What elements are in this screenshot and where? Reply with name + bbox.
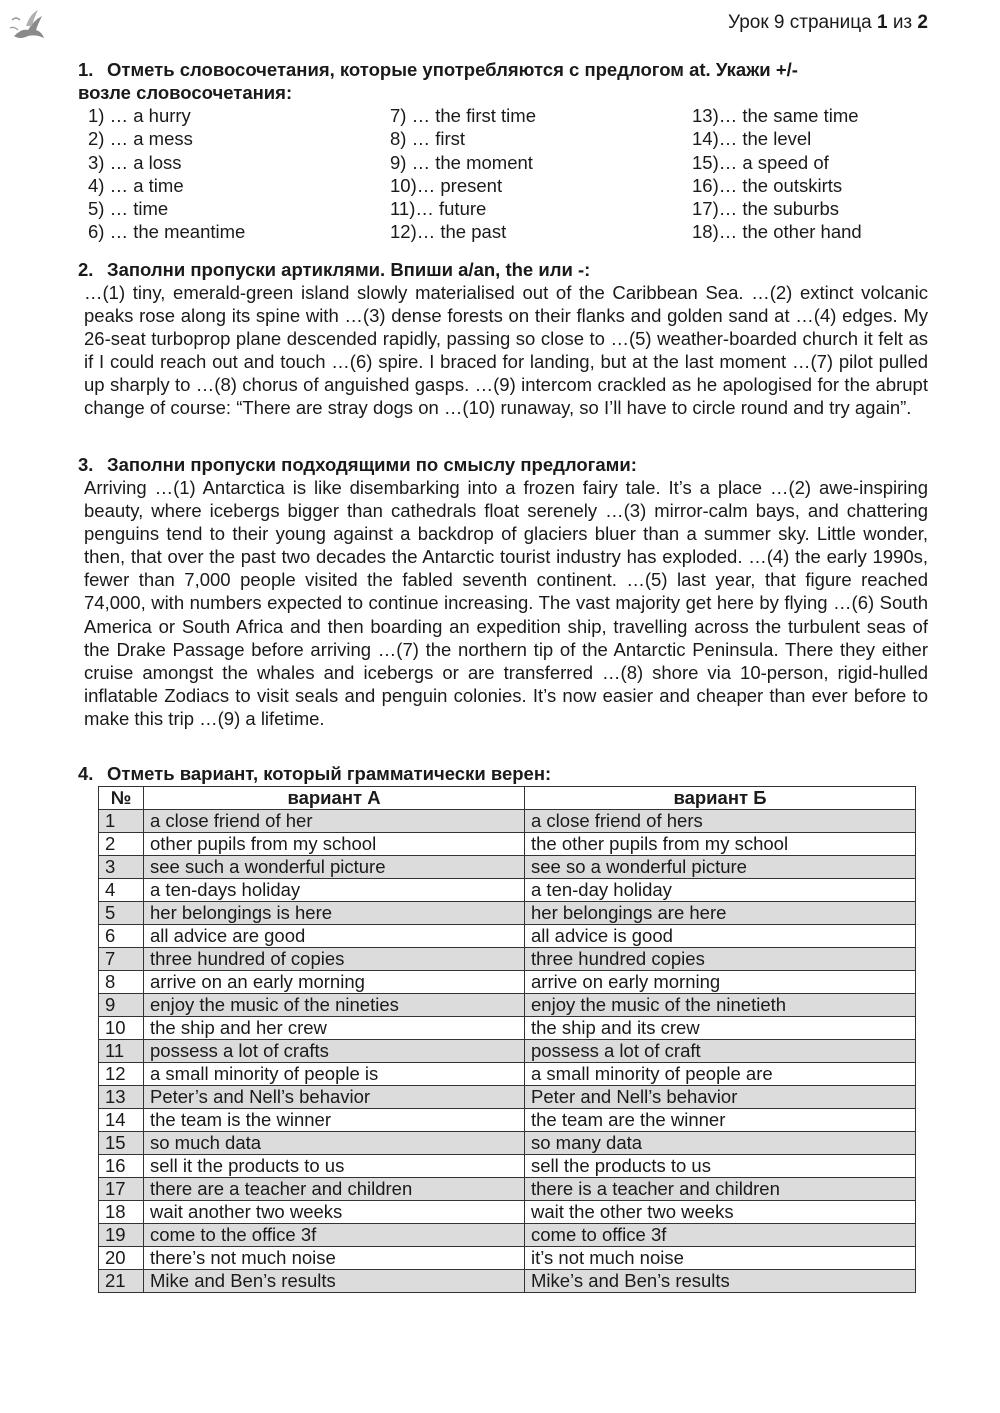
row-number: 7 xyxy=(99,948,144,971)
table-row xyxy=(99,810,916,833)
row-number: 1 xyxy=(99,810,144,833)
task2-number: 2. xyxy=(78,259,94,280)
page-header xyxy=(728,12,928,34)
task1-item: 5) … time xyxy=(88,198,169,220)
variant-a-cell[interactable]: Peter’s and Nell’s behavior xyxy=(144,1086,525,1109)
table-row xyxy=(99,1109,916,1132)
variant-a-cell[interactable]: come to the office 3f xyxy=(144,1224,525,1247)
variant-a-cell[interactable]: so much data xyxy=(144,1132,525,1155)
variant-a-cell[interactable]: other pupils from my school xyxy=(144,833,525,856)
task1-heading xyxy=(78,58,928,104)
task4-number: 4. xyxy=(78,763,94,784)
row-number: 3 xyxy=(99,856,144,879)
row-number: 18 xyxy=(99,1201,144,1224)
variant-b-cell[interactable]: the other pupils from my school xyxy=(525,833,916,856)
variant-b-cell[interactable]: sell the products to us xyxy=(525,1155,916,1178)
header-number: № xyxy=(99,787,144,810)
task2-text: …(1) tiny, emerald-green island slowly materialised out of the Caribbean Sea. …(2) extinct volcanic peaks rose along its spine with …(3) dense forests on their flanks and golden sand at …(4) edges. My 26-seat turboprop plane descended rapidly, passing so close to …(5) weather-boarded church it felt as if I could reach out and touch …(6) spire. I braced for landing, but at the last moment …(7) pilot pulled up sharply to …(8) chorus of anguished gasps. …(9) intercom crackled as he apologised for the abrupt change of course: “There are stray dogs on …(10) runaway, so I’ll have to circle round and try again”. xyxy=(84,282,928,419)
row-number: 15 xyxy=(99,1132,144,1155)
table-row xyxy=(99,925,916,948)
row-number: 4 xyxy=(99,879,144,902)
task1-item: 2) … a mess xyxy=(88,128,193,150)
table-row xyxy=(99,1040,916,1063)
variant-b-cell[interactable]: three hundred copies xyxy=(525,948,916,971)
variant-a-cell[interactable]: a ten-days holiday xyxy=(144,879,525,902)
variant-b-cell[interactable]: see so a wonderful picture xyxy=(525,856,916,879)
table-row xyxy=(99,1201,916,1224)
lesson-label: Урок 9 страница xyxy=(727,12,872,33)
variant-a-cell[interactable]: arrive on an early morning xyxy=(144,971,525,994)
variant-a-cell[interactable]: there’s not much noise xyxy=(144,1247,525,1270)
variant-b-cell[interactable]: a ten-day holiday xyxy=(525,879,916,902)
variant-a-cell[interactable]: a close friend of her xyxy=(144,810,525,833)
row-number: 20 xyxy=(99,1247,144,1270)
table-row xyxy=(99,1270,916,1293)
variant-a-cell[interactable]: the team is the winner xyxy=(144,1109,525,1132)
variant-b-cell[interactable]: the ship and its crew xyxy=(525,1017,916,1040)
row-number: 5 xyxy=(99,902,144,925)
task1-item: 4) … a time xyxy=(88,174,184,196)
task1-title-line1: Отметь словосочетания, которые употребляются с предлогом at. Укажи +/- xyxy=(107,59,798,80)
table-row xyxy=(99,1017,916,1040)
variant-b-cell[interactable]: so many data xyxy=(525,1132,916,1155)
task1-item: 1) … a hurry xyxy=(88,105,191,126)
table-row xyxy=(99,994,916,1017)
table-row xyxy=(99,1132,916,1155)
row-number: 17 xyxy=(99,1178,144,1201)
table-row xyxy=(99,1063,916,1086)
task4-title: Отметь вариант, который грамматически верен: xyxy=(107,763,552,784)
row-number: 6 xyxy=(99,925,144,948)
row-number: 16 xyxy=(99,1155,144,1178)
variant-b-cell[interactable]: her belongings are here xyxy=(525,902,916,925)
variant-a-cell[interactable]: enjoy the music of the nineties xyxy=(144,994,525,1017)
task1-number: 1. xyxy=(78,59,94,80)
row-number: 9 xyxy=(99,994,144,1017)
table-row xyxy=(99,1086,916,1109)
row-number: 14 xyxy=(99,1109,144,1132)
variant-a-cell[interactable]: her belongings is here xyxy=(144,902,525,925)
current-page: 1 xyxy=(876,12,888,33)
row-number: 12 xyxy=(99,1063,144,1086)
task3-title: Заполни пропуски подходящими по смыслу предлогами: xyxy=(107,454,637,475)
row-number: 21 xyxy=(99,1270,144,1293)
table-row xyxy=(99,1178,916,1201)
variants-rows xyxy=(99,810,916,1293)
header-variant-a: вариант А xyxy=(144,787,525,810)
table-row xyxy=(99,1247,916,1270)
task3-text: Arriving …(1) Antarctica is like disembarking into a frozen fairy tale. It’s a place …(2) awe-inspiring beauty, where icebergs bigger than cathedrals float serenely …(3) mirror-calm bays, and chattering penguins tend to their young against a backdrop of glaciers bluer than a summer sky. Little wonder, then, that over the past two decades the Antarctic tourist industry has exploded. …(4) the early 1990s, fewer than 7,000 people visited the fabled seventh continent. …(5) last year, that figure reached 74,000, with numbers expected to continue increasing. The vast majority get here by flying …(6) South America or South Africa and then boarding an expedition ship, travelling across the turbulent seas of the Drake Passage before arriving …(7) the northern tip of the Antarctic Peninsula. There they either cruise amongst the whales and icebergs or are transferred …(8) shore via 10-person, rigid-hulled inflatable Zodiacs to visit seals and penguin colonies. It’s now easier and cheaper than ever before to make this trip …(9) a lifetime. xyxy=(84,477,928,729)
row-number: 19 xyxy=(99,1224,144,1247)
variant-a-cell[interactable]: the ship and her crew xyxy=(144,1017,525,1040)
row-number: 13 xyxy=(99,1086,144,1109)
task1-item: 16)… the outskirts xyxy=(692,174,843,196)
header-variant-b: вариант Б xyxy=(525,787,916,810)
task1-item: 3) … a loss xyxy=(88,151,182,173)
variant-b-cell[interactable]: it’s not much noise xyxy=(525,1247,916,1270)
task1-item: 17)… the suburbs xyxy=(692,198,840,220)
of-label: из xyxy=(892,12,913,33)
task1-title-line2: возле словосочетания: xyxy=(78,82,293,103)
bird-logo-icon xyxy=(8,6,48,44)
variant-b-cell[interactable]: arrive on early morning xyxy=(525,971,916,994)
table-row xyxy=(99,971,916,994)
task2-title: Заполни пропуски артиклями. Впиши a/an, the или -: xyxy=(107,259,591,280)
row-number: 10 xyxy=(99,1017,144,1040)
variant-b-cell[interactable]: the team are the winner xyxy=(525,1109,916,1132)
variant-b-cell[interactable]: enjoy the music of the ninetieth xyxy=(525,994,916,1017)
variant-b-cell[interactable]: a close friend of hers xyxy=(525,810,916,833)
task1-item: 12)… the past xyxy=(390,221,507,243)
variant-a-cell[interactable]: a small minority of people is xyxy=(144,1063,525,1086)
variant-a-cell[interactable]: possess a lot of crafts xyxy=(144,1040,525,1063)
variant-b-cell[interactable]: wait the other two weeks xyxy=(525,1201,916,1224)
row-number: 11 xyxy=(99,1040,144,1063)
table-row xyxy=(99,879,916,902)
variant-a-cell[interactable]: Mike and Ben’s results xyxy=(144,1270,525,1293)
task1-item: 6) … the meantime xyxy=(88,221,246,243)
variant-a-cell[interactable]: sell it the products to us xyxy=(144,1155,525,1178)
row-number: 8 xyxy=(99,971,144,994)
task1-item: 7) … the first time xyxy=(390,105,536,126)
variant-b-cell[interactable]: Peter and Nell’s behavior xyxy=(525,1086,916,1109)
variant-b-cell[interactable]: come to office 3f xyxy=(525,1224,916,1247)
table-row xyxy=(99,902,916,925)
table-row xyxy=(99,1155,916,1178)
variant-a-cell[interactable]: three hundred of copies xyxy=(144,948,525,971)
task1-item: 14)… the level xyxy=(692,128,812,150)
variant-b-cell[interactable]: a small minority of people are xyxy=(525,1063,916,1086)
variant-a-cell[interactable]: wait another two weeks xyxy=(144,1201,525,1224)
variant-b-cell[interactable]: all advice is good xyxy=(525,925,916,948)
task1-items xyxy=(88,104,928,244)
variant-a-cell[interactable]: all advice are good xyxy=(144,925,525,948)
table-row xyxy=(99,833,916,856)
variant-b-cell[interactable]: possess a lot of craft xyxy=(525,1040,916,1063)
task1-item: 10)… present xyxy=(390,174,503,196)
variant-b-cell[interactable]: Mike’s and Ben’s results xyxy=(525,1270,916,1293)
task1-item: 8) … first xyxy=(390,128,466,150)
task1-item: 13)… the same time xyxy=(692,105,859,126)
task1-item: 15)… a speed of xyxy=(692,151,829,173)
task1-item: 18)… the other hand xyxy=(692,221,862,243)
table-row xyxy=(99,856,916,879)
table-row xyxy=(99,948,916,971)
task4-heading xyxy=(78,762,928,785)
variants-table xyxy=(98,786,916,1293)
task3-number: 3. xyxy=(78,454,94,475)
row-number: 2 xyxy=(99,833,144,856)
variant-a-cell[interactable]: there are a teacher and children xyxy=(144,1178,525,1201)
variant-a-cell[interactable]: see such a wonderful picture xyxy=(144,856,525,879)
task3-heading xyxy=(78,453,928,476)
table-row xyxy=(99,1224,916,1247)
task2-heading xyxy=(78,258,928,281)
variant-b-cell[interactable]: there is a teacher and children xyxy=(525,1178,916,1201)
task1-item: 11)… future xyxy=(390,198,487,220)
total-pages: 2 xyxy=(917,12,928,33)
task1-item: 9) … the moment xyxy=(390,151,533,173)
